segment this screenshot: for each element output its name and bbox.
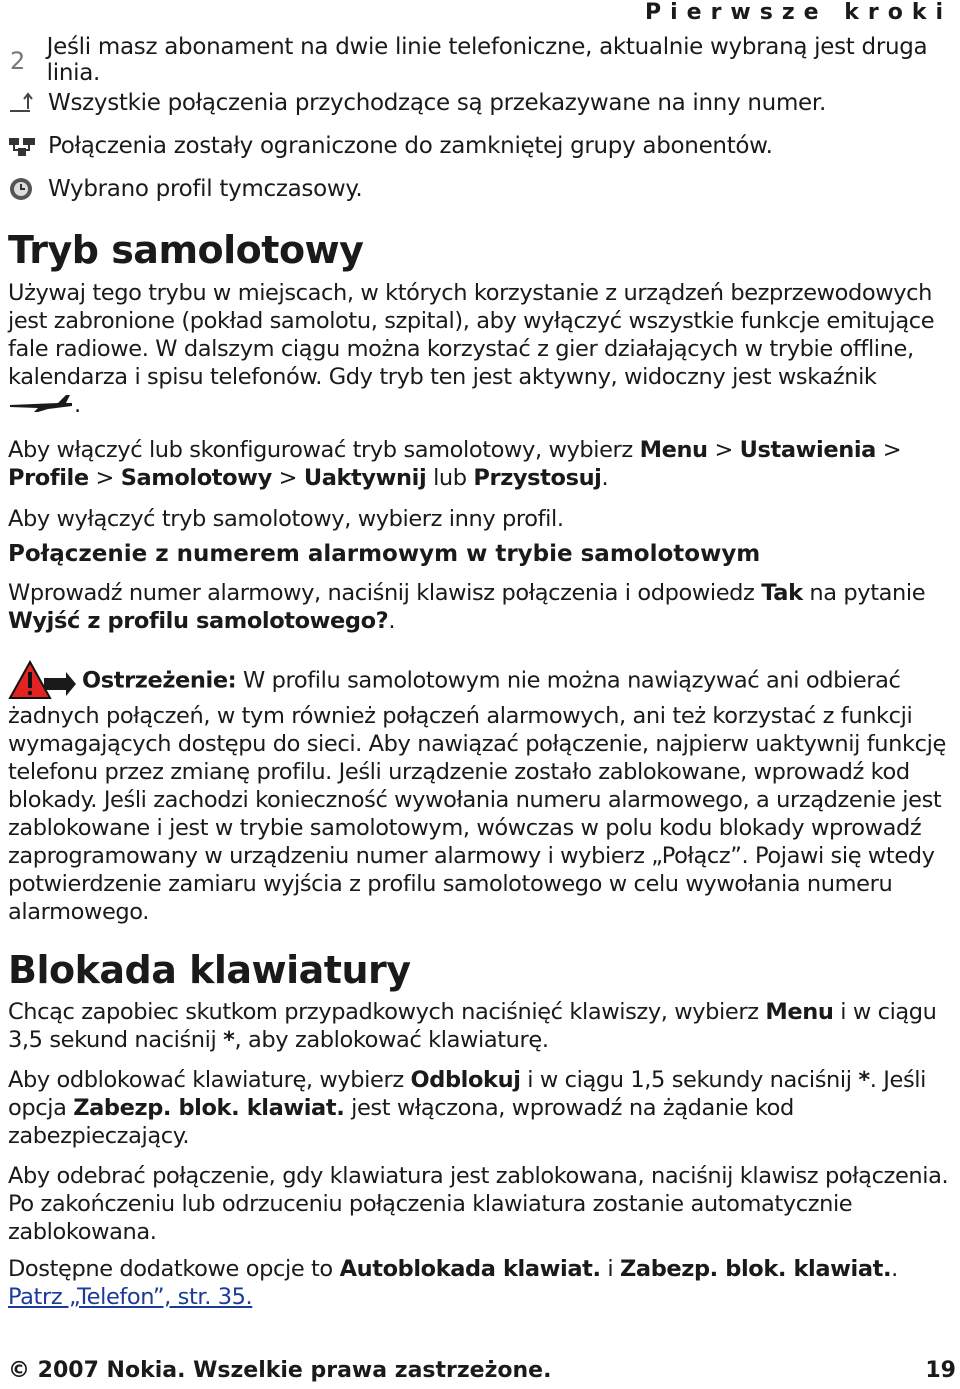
page-footer (8, 1358, 956, 1383)
menu-item-activate: Uaktywnij (303, 465, 427, 491)
menu-item-settings: Ustawienia (739, 437, 876, 463)
call-divert-icon (8, 88, 48, 118)
plane-icon (8, 391, 74, 420)
keylock-paragraph-3: Aby odebrać połączenie, gdy klawiatura jest zablokowana, naciśnij klawisz połączenia. Po zakończeniu lub odrzuceniu połączenia klawiatura zostanie automatycznie zablokowana. (8, 1163, 949, 1245)
menu-item-menu: Menu (639, 437, 708, 463)
flight-mode-activate: Aby włączyć lub skonfigurować tryb samolotowy, wybierz Menu > Ustawienia > Profile > Samolotowy > Uaktywnij lub Przystosuj. (8, 437, 902, 491)
warning-icon (8, 660, 78, 702)
phone-settings-link[interactable]: Patrz „Telefon”, str. 35. (8, 1284, 253, 1310)
copyright-text: © 2007 Nokia. Wszelkie prawa zastrzeżone. (8, 1358, 552, 1383)
menu-item-customize: Przystosuj (473, 465, 602, 491)
indicator-text: Wybrano profil tymczasowy. (48, 175, 363, 202)
closed-group-icon (8, 131, 48, 161)
line-2-icon (8, 45, 47, 75)
indicator-item (8, 81, 956, 124)
menu-item-profiles: Profile (8, 465, 89, 491)
keylock-heading: Blokada klawiatury (8, 948, 411, 992)
timed-profile-icon (8, 174, 48, 204)
flight-mode-deactivate: Aby wyłączyć tryb samolotowy, wybierz inny profil. (8, 506, 564, 532)
indicator-text: Połączenia zostały ograniczone do zamkniętej grupy abonentów. (48, 132, 773, 159)
flight-mode-intro: Używaj tego trybu w miejscach, w których korzystanie z urządzeń bezprzewodowych jest zabronione (pokład samolotu, szpital), aby wyłączyć wszystkie funkcje emitujące fale radiowe. W dalszym ciągu można korzystać z gier działających w trybie offline, kalendarza i spisu telefonów. Gdy tryb ten jest aktywny, widoczny jest wskaźnik . (8, 280, 935, 418)
svg-text:2: 2 (10, 46, 26, 73)
warning-paragraph: Ostrzeżenie: W profilu samolotowym nie można nawiązywać ani odbierać żadnych połączeń, w tym również połączeń alarmowych, ani też korzystać z funkcji wymagających dostępu do sieci. Aby nawiązać połączenie, najpierw uaktywnij funkcję telefonu przez zmianę profilu. Jeśli urządzenie zostało zablokowane, wprowadź kod blokady. Jeśli zachodzi konieczność wywołania numeru alarmowego, a urządzenie jest zablokowane i jest w trybie samolotowym, wówczas w polu kodu blokady wprowadź zaprogramowany w urządzeniu numer alarmowy i wybierz „Połącz”. Pojawi się wtedy potwierdzenie zamiaru wyjścia z profilu samolotowego w celu wywołania numeru alarmowego. (8, 660, 956, 926)
indicator-text: Jeśli masz abonament na dwie linie telefoniczne, aktualnie wybraną jest druga linia. (46, 33, 928, 86)
indicator-list (8, 33, 956, 210)
keylock-paragraph-4: Dostępne dodatkowe opcje to Autoblokada klawiat. i Zabezp. blok. klawiat.. Patrz „Telefon”, str. 35. (8, 1256, 898, 1310)
indicator-item (8, 124, 956, 167)
menu-item-flight: Samolotowy (120, 465, 272, 491)
keylock-paragraph-2: Aby odblokować klawiaturę, wybierz Odblokuj i w ciągu 1,5 sekundy naciśnij *. Jeśli opcja Zabezp. blok. klawiat. jest włączona, wprowadź na żądanie kod zabezpieczający. (8, 1067, 926, 1149)
indicator-item (8, 33, 956, 86)
flight-mode-heading: Tryb samolotowy (8, 228, 364, 272)
keylock-paragraph-1: Chcąc zapobiec skutkom przypadkowych naciśnięć klawiszy, wybierz Menu i w ciągu 3,5 sekund naciśnij *, aby zablokować klawiaturę. (8, 999, 937, 1053)
emergency-subheading: Połączenie z numerem alarmowym w trybie samolotowym (8, 541, 761, 567)
warning-label: Ostrzeżenie: (82, 667, 237, 694)
indicator-text: Wszystkie połączenia przychodzące są przekazywane na inny numer. (48, 89, 826, 116)
indicator-item (8, 167, 956, 210)
page-number: 19 (925, 1358, 956, 1383)
emergency-paragraph: Wprowadź numer alarmowy, naciśnij klawisz połączenia i odpowiedz Tak na pytanie Wyjść z profilu samolotowego?. (8, 580, 926, 634)
running-header: Pierwsze kroki (644, 0, 952, 25)
